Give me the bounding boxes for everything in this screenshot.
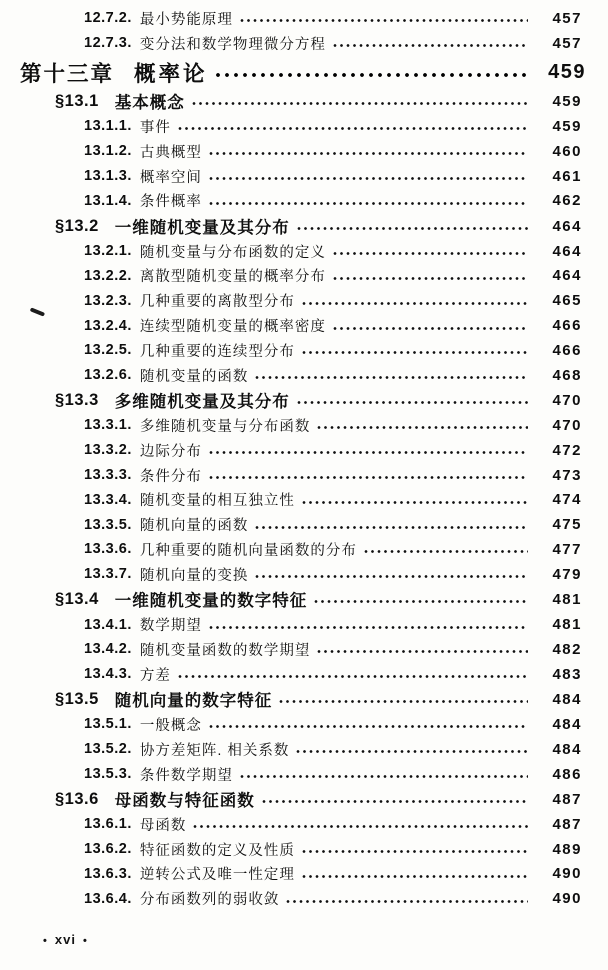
toc-row [0,487,608,512]
toc-row-title: 随机变量函数的数学期望 [139,642,311,659]
toc-dot-leader [215,72,528,80]
toc-row-number: 13.2.5. [84,342,132,359]
toc-row-page: 459 [552,92,582,110]
footer-page-label: xvi [54,932,76,947]
toc-row [0,537,608,562]
toc-dot-leader [302,301,528,307]
toc-row-page: 461 [552,167,582,185]
toc-row-number: 13.6.1. [84,816,132,833]
toc-row-title: 最小势能原理 [139,11,233,28]
toc-row [0,89,608,115]
toc-row-title: 协方差矩阵. 相关系数 [139,742,290,759]
toc-dot-leader [286,899,528,905]
toc-row-title: 基本概念 [114,94,185,113]
toc-row-title: 分布函数列的弱收敛 [139,892,280,909]
toc-row-page: 464 [552,217,582,235]
toc-row [0,512,608,537]
toc-row-title: 随机变量的函数 [139,368,249,385]
toc-row [0,862,608,887]
toc-row-title: 随机向量的变换 [139,567,249,584]
toc-row [0,338,608,363]
toc-row-title: 几种重要的离散型分布 [139,294,295,311]
toc-dot-leader [297,400,528,406]
toc-row-title: 一维随机变量的数字特征 [114,592,308,611]
toc-row-number: 13.5.3. [84,766,132,783]
toc-row [0,114,608,139]
toc-dot-leader [262,799,528,805]
toc-row-number: §13.6 [55,789,99,808]
toc-dot-leader [240,774,528,780]
toc-row-page: 457 [552,9,582,27]
toc-row-number: 13.3.4. [84,491,132,508]
toc-row-title: 概率空间 [139,169,202,186]
toc-row-title: 母函数 [139,817,187,834]
toc-dot-leader [333,43,528,49]
toc-row-number: 13.3.3. [84,467,132,484]
toc-row-page: 466 [552,317,582,335]
toc-dot-leader [279,699,528,705]
toc-row-title: 变分法和数学物理微分方程 [139,36,326,53]
toc-row-number: 12.7.2. [84,10,132,27]
toc-row-page: 466 [552,341,582,359]
toc-row-number: 13.2.3. [84,292,132,309]
toc-dot-leader [255,525,528,531]
toc-row-title: 数学期望 [139,618,202,635]
toc-row-page: 482 [552,640,582,658]
toc-row-number: 13.6.3. [84,865,132,882]
toc-row-title: 连续型随机变量的概率密度 [139,319,326,336]
toc-row-number: 13.3.2. [84,442,132,459]
toc-row [0,363,608,388]
toc-row-page: 473 [552,466,582,484]
toc-row-page: 459 [548,60,586,83]
toc-row-title: 母函数与特征函数 [114,792,255,811]
toc-row-page: 470 [552,391,582,409]
toc-dot-leader [209,450,528,456]
toc-row-number: 13.6.4. [84,890,132,907]
toc-row [0,239,608,264]
toc-row-number: §13.5 [55,689,99,708]
toc-row [0,837,608,862]
toc-row-number: 13.5.2. [84,741,132,758]
toc-row [0,31,608,56]
toc-dot-leader [209,625,528,631]
toc-row-title: 条件分布 [139,468,202,485]
toc-dot-leader [255,375,528,381]
toc-row-page: 490 [552,865,582,883]
toc-row-page: 464 [552,242,582,260]
toc-row-number: 13.4.3. [84,666,132,683]
toc-row-page: 484 [552,690,582,708]
toc-row-title: 随机变量与分布函数的定义 [139,244,326,261]
toc-row-page: 490 [552,890,582,908]
toc-row-number: 13.3.7. [84,566,132,583]
toc-row [0,562,608,587]
toc-row-number: 13.1.2. [84,143,132,160]
toc-row [0,139,608,164]
toc-row-title: 离散型随机变量的概率分布 [139,269,326,286]
toc-list [0,6,608,911]
toc-row-number: §13.1 [55,91,99,110]
toc-row [0,388,608,414]
toc-row-page: 462 [552,192,582,210]
toc-row [0,164,608,189]
toc-dot-leader [209,475,528,481]
toc-dot-leader [317,649,528,655]
toc-row-number: 13.3.6. [84,541,132,558]
toc-row [0,612,608,637]
toc-row [0,886,608,911]
toc-row-number: 第十三章 [20,61,115,86]
toc-row [0,438,608,463]
toc-dot-leader [314,599,528,605]
toc-row-title: 条件数学期望 [139,767,233,784]
toc-row-title: 一般概念 [139,717,202,734]
toc-row-title: 随机向量的函数 [139,518,249,535]
toc-row-number: 13.1.1. [84,118,132,135]
toc-row-number: 12.7.3. [84,35,132,52]
toc-row-title: 事件 [139,119,171,136]
toc-row [0,413,608,438]
toc-row-title: 随机变量的相互独立性 [139,493,295,510]
toc-row [0,786,608,812]
toc-row-page: 489 [552,840,582,858]
toc-row [0,188,608,213]
toc-dot-leader [302,350,528,356]
toc-dot-leader [333,326,528,332]
toc-row-page: 470 [552,416,582,434]
toc-row-title: 概率论 [134,61,208,86]
toc-row [0,313,608,338]
toc-row-page: 487 [552,790,582,808]
toc-row [0,463,608,488]
toc-dot-leader [192,101,528,107]
toc-dot-leader [302,849,528,855]
toc-row-page: 475 [552,516,582,534]
toc-row-title: 几种重要的连续型分布 [139,343,295,360]
toc-row-title: 一维随机变量及其分布 [114,219,290,238]
toc-row-page: 481 [552,590,582,608]
toc-dot-leader [364,549,528,555]
footer-right-bullet: • [82,935,88,947]
toc-row-number: §13.2 [55,216,99,235]
toc-row-page: 479 [552,565,582,583]
toc-row-number: 13.3.1. [84,417,132,434]
toc-row-page: 459 [552,117,582,135]
toc-row-number: 13.4.1. [84,616,132,633]
toc-row-title: 逆转公式及唯一性定理 [139,867,295,884]
toc-row-title: 古典概型 [139,144,202,161]
toc-row [0,712,608,737]
toc-row-title: 边际分布 [139,443,202,460]
toc-row [0,264,608,289]
toc-dot-leader [317,425,528,431]
toc-row-page: 486 [552,765,582,783]
toc-row-page: 474 [552,491,582,509]
toc-row-page: 477 [552,540,582,558]
toc-row-number: 13.4.2. [84,641,132,658]
toc-row-page: 457 [552,34,582,52]
toc-row-page: 468 [552,366,582,384]
toc-row-page: 487 [552,815,582,833]
toc-row [0,288,608,313]
toc-dot-leader [333,276,528,282]
toc-row-title: 随机向量的数字特征 [114,692,273,711]
toc-dot-leader [333,251,528,257]
toc-dot-leader [209,176,528,182]
toc-row-number: 13.2.1. [84,243,132,260]
toc-row [0,587,608,613]
toc-dot-leader [240,18,528,24]
toc-row-title: 方差 [139,667,171,684]
toc-dot-leader [209,724,528,730]
footer-left-bullet: • [43,935,48,947]
toc-row-page: 460 [552,142,582,160]
toc-row [0,762,608,787]
toc-row-title: 多维随机变量与分布函数 [139,418,311,435]
toc-row-number: §13.4 [55,589,99,608]
toc-row-number: 13.2.4. [84,317,132,334]
page-footer [36,932,95,947]
toc-dot-leader [209,151,528,157]
toc-row-page: 472 [552,441,582,459]
toc-dot-leader [302,874,528,880]
toc-row-number: 13.3.5. [84,516,132,533]
toc-row-number: 13.2.6. [84,367,132,384]
toc-dot-leader [193,824,528,830]
toc-row [0,812,608,837]
toc-row [0,637,608,662]
toc-dot-leader [302,500,528,506]
toc-row-page: 464 [552,267,582,285]
toc-row-title: 特征函数的定义及性质 [139,842,295,859]
toc-row-number: 13.5.1. [84,716,132,733]
toc-row [0,737,608,762]
toc-dot-leader [296,749,528,755]
toc-dot-leader [178,674,528,680]
toc-row-page: 484 [552,740,582,758]
toc-row-title: 多维随机变量及其分布 [114,393,290,412]
toc-row-number: 13.6.2. [84,841,132,858]
toc-row-title: 几种重要的随机向量函数的分布 [139,542,357,559]
toc-row-number: 13.1.4. [84,192,132,209]
toc-dot-leader [178,126,528,132]
toc-row-page: 481 [552,616,582,634]
toc-dot-leader [255,574,528,580]
toc-row [0,6,608,31]
toc-row-number: §13.3 [55,390,99,409]
toc-row-page: 483 [552,665,582,683]
toc-row-number: 13.1.3. [84,168,132,185]
toc-row [0,687,608,713]
toc-row-number: 13.2.2. [84,267,132,284]
toc-row [0,213,608,239]
toc-dot-leader [297,226,528,232]
toc-row [0,662,608,687]
toc-dot-leader [209,201,528,207]
toc-row-page: 484 [552,715,582,733]
toc-row-title: 条件概率 [139,194,202,211]
toc-row-page: 465 [552,292,582,310]
toc-row [0,56,608,89]
